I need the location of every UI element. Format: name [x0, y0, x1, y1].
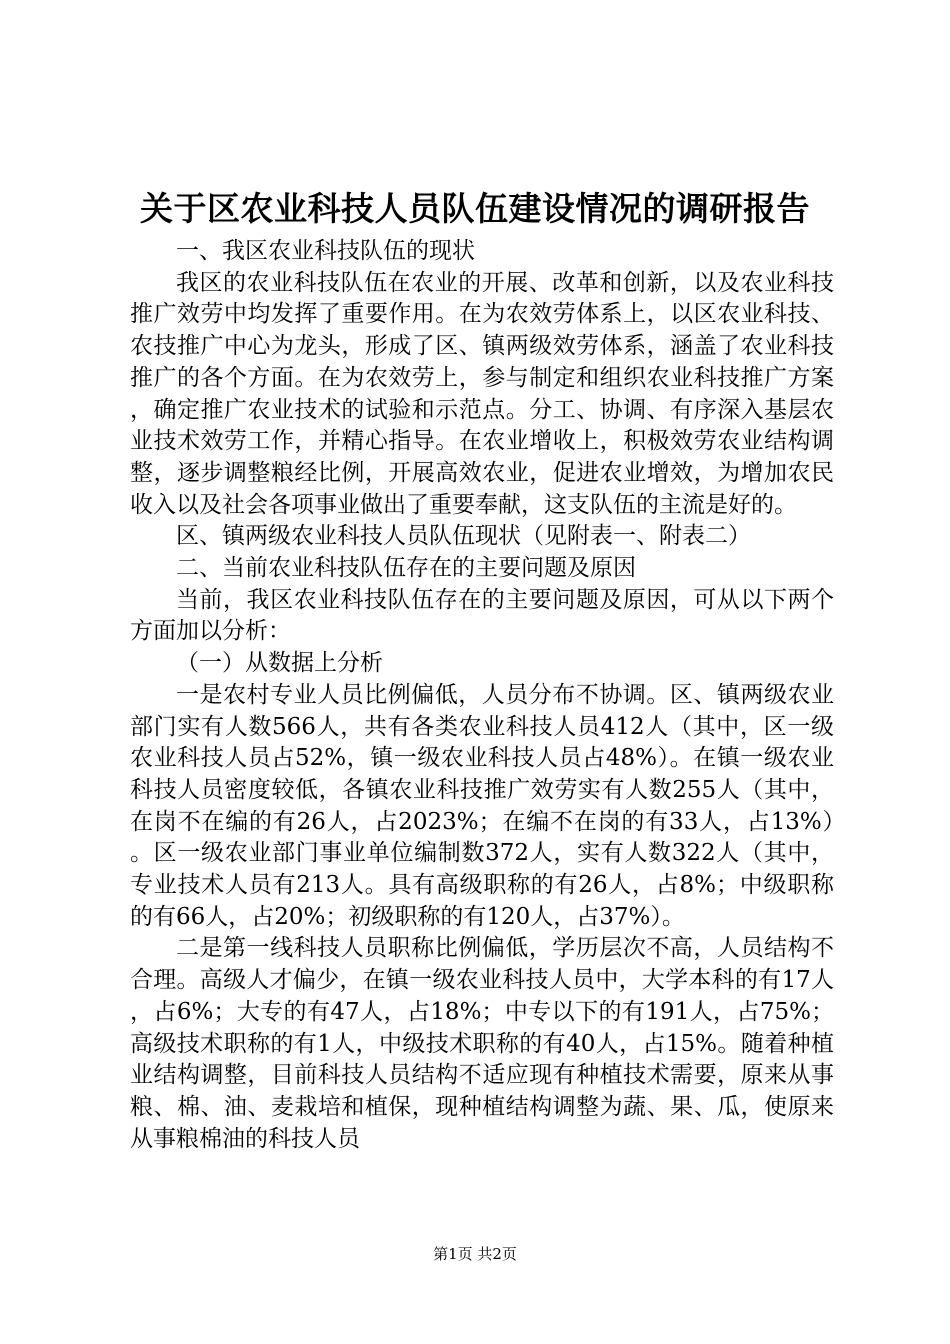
document-body: [130, 236, 834, 1155]
paragraph: 我区的农业科技队伍在农业的开展、改革和创新，以及农业科技推广效劳中均发挥了重要作用。在为农效劳体系上，以区农业科技、农技推广中心为龙头，形成了区、镇两级效劳体系，涵盖了农业科技推广的各个方面。在为农效劳上，参与制定和组织农业科技推广方案，确定推广农业技术的试验和示范点。分工、协调、有序深入基层农业技术效劳工作，并精心指导。在农业增收上，积极效劳农业结构调整，逐步调整粮经比例，开展高效农业，促进农业增效，为增加农民收入以及社会各项事业做出了重要奉献，这支队伍的主流是好的。: [130, 269, 834, 518]
paragraph: 一是农村专业人员比例偏低，人员分布不协调。区、镇两级农业部门实有人数566人，共有各类农业科技人员412人（其中，区一级农业科技人员占52%，镇一级农业科技人员占48%）。在镇一级农业科技人员密度较低，各镇农业科技推广效劳实有人数255人（其中，在岗不在编的有26人，占2023%；在编不在岗的有33人，占13%）。区一级农业部门事业单位编制数372人，实有人数322人（其中，专业技术人员有213人。具有高级职称的有26人，占8%；中级职称的有66人，占20%；初级职称的有120人，占37%）。: [130, 681, 834, 930]
section-heading-1: 一、我区农业科技队伍的现状: [176, 238, 475, 264]
paragraph: 当前，我区农业科技队伍存在的主要问题及原因，可从以下两个方面加以分析：: [130, 586, 834, 645]
page-number: 第1页 共2页: [433, 1245, 517, 1263]
section-heading-2: 二、当前农业科技队伍存在的主要问题及原因: [176, 555, 636, 582]
subsection-heading: （一）从数据上分析: [176, 650, 383, 677]
paragraph: 区、镇两级农业科技人员队伍现状（见附表一、附表二）: [176, 523, 751, 550]
paragraph: 二是第一线科技人员职称比例偏低，学历层次不高，人员结构不合理。高级人才偏少，在镇一级农业科技人员中，大学本科的有17人，占6%；大专的有47人，占18%；中专以下的有191人，占75%；高级技术职称的有1人，中级技术职称的有40人，占15%。随着种植业结构调整，目前科技人员结构不适应现有种植技术需要，原来从事粮、棉、油、麦栽培和植保，现种植结构调整为蔬、果、瓜，使原来从事粮棉油的科技人员: [130, 935, 834, 1152]
document-title: 关于区农业科技人员队伍建设情况的调研报告: [140, 189, 810, 228]
